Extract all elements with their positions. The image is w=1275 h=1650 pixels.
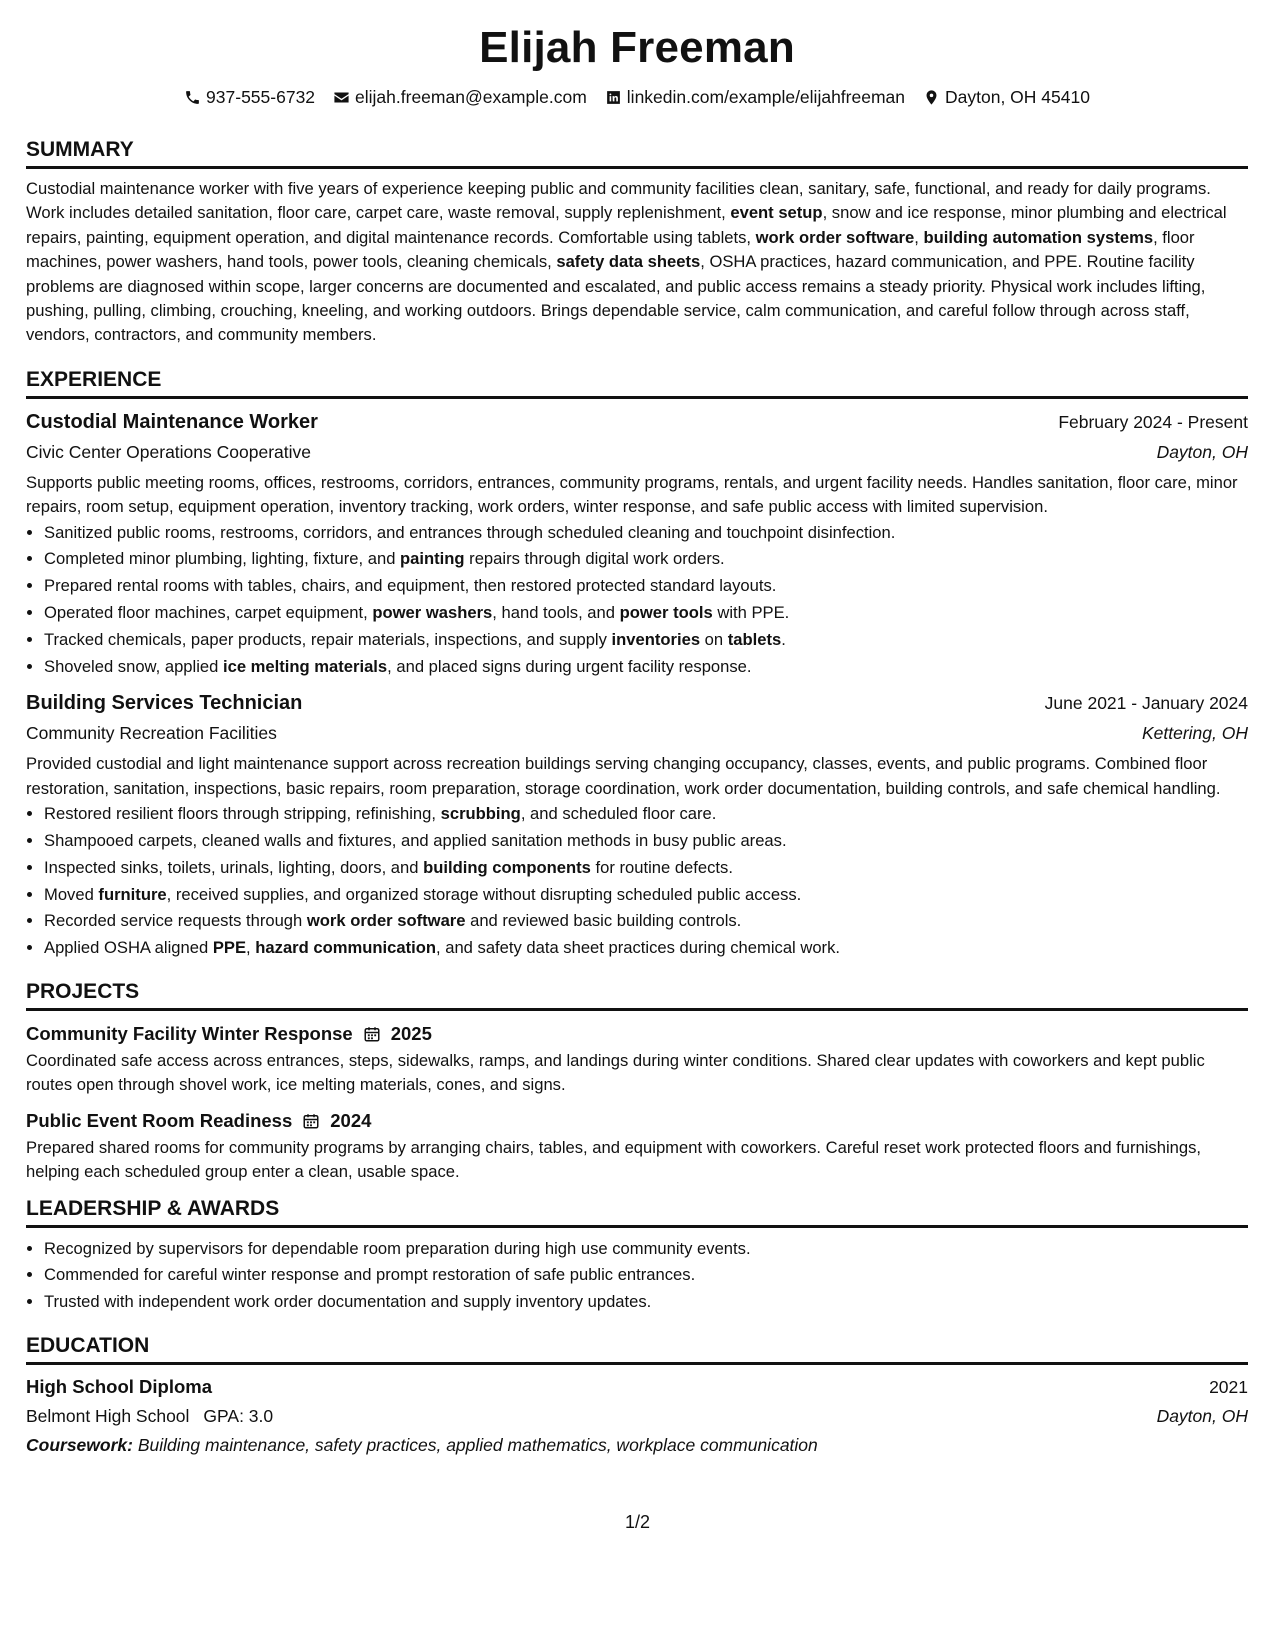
education-year: 2021	[1209, 1377, 1248, 1398]
project-entry	[26, 1106, 1248, 1185]
calendar-icon	[302, 1112, 320, 1130]
bullet-item: • Prepared rental rooms with tables, chairs, and equipment, then restored protected standard layouts.	[44, 573, 1248, 600]
project-description: Prepared shared rooms for community programs by arranging chairs, tables, and equipment with coworkers. Careful reset work protected floors and furnishings, helping each scheduled group enter a clean, usable space.	[26, 1137, 1202, 1182]
coursework-label: Coursework:	[26, 1435, 133, 1456]
bold-keyword: tablets	[727, 629, 782, 649]
phone-icon	[184, 89, 201, 106]
candidate-name: Elijah Freeman	[479, 23, 795, 72]
bold-keyword: building automation systems	[923, 227, 1154, 247]
job-location: Kettering, OH	[1141, 723, 1248, 744]
bold-keyword: hazard communication	[255, 938, 436, 958]
experience-heading: EXPERIENCE	[26, 367, 162, 391]
email-icon	[333, 89, 350, 106]
leadership-heading: LEADERSHIP & AWARDS	[26, 1196, 280, 1220]
education-degree: High School Diploma	[26, 1376, 213, 1398]
bold-keyword: power washers	[372, 603, 493, 623]
summary-heading: SUMMARY	[26, 138, 134, 161]
bold-keyword: painting	[400, 549, 465, 569]
project-entry	[26, 1019, 1248, 1098]
job-description: Supports public meeting rooms, offices, restrooms, corridors, entrances, community programs, rentals, and urgent facility needs. Handles sanitation, floor care, minor repairs, room setup, equipment operation, inventory tracking, work orders, winter response, and safe public access with limited supervision.	[26, 472, 1238, 517]
bullet-item: • Restored resilient floors through stripping, refinishing, scrubbing, and scheduled floor care.	[44, 801, 1248, 828]
location-pin-icon	[923, 89, 940, 106]
job-title: Building Services Technician	[26, 692, 303, 715]
section-divider	[26, 396, 1248, 399]
bullet-item: • Recognized by supervisors for dependable room preparation during high use community events.	[44, 1236, 1248, 1263]
page-number: 1/2	[624, 1512, 651, 1532]
project-year: 2025	[390, 1023, 432, 1045]
contact-email[interactable]	[333, 87, 587, 108]
bullet-item: • Operated floor machines, carpet equipment, power washers, hand tools, and power tools with PPE.	[44, 600, 1248, 627]
project-title: Public Event Room Readiness	[26, 1109, 293, 1131]
bullet-item: • Moved furniture, received supplies, and organized storage without disrupting scheduled public access.	[44, 882, 1248, 909]
resume-page	[26, 18, 1248, 1459]
summary-section	[26, 136, 1248, 348]
education-heading: EDUCATION	[26, 1334, 150, 1358]
bold-keyword: work order software	[755, 227, 915, 247]
bold-keyword: PPE	[212, 938, 247, 958]
section-divider	[26, 1225, 1248, 1228]
job-dates: February 2024 - Present	[1058, 411, 1248, 432]
linkedin-text: linkedin.com/example/elijahfreeman	[626, 86, 905, 107]
section-divider	[26, 1008, 1248, 1011]
job-entry	[26, 688, 1248, 962]
job-organization: Community Recreation Facilities	[26, 723, 277, 744]
job-location: Dayton, OH	[1156, 441, 1248, 462]
bold-keyword: event setup	[730, 203, 823, 223]
project-year: 2024	[330, 1109, 372, 1131]
bullet-item: • Sanitized public rooms, restrooms, corridors, and entrances through scheduled cleaning and touchpoint disinfection.	[44, 520, 1248, 547]
projects-heading: PROJECTS	[26, 980, 140, 1004]
experience-section	[26, 366, 1248, 962]
job-dates: June 2021 - January 2024	[1044, 693, 1248, 714]
contact-linkedin[interactable]	[605, 87, 905, 108]
education-section	[26, 1332, 1248, 1459]
bullet-item: • Inspected sinks, toilets, urinals, lighting, doors, and building components for routine defects.	[44, 855, 1248, 882]
education-location: Dayton, OH	[1156, 1406, 1248, 1427]
bold-keyword: scrubbing	[440, 804, 521, 824]
projects-section	[26, 978, 1248, 1185]
contact-bar	[26, 84, 1248, 110]
bold-keyword: work order software	[306, 911, 466, 931]
summary-text: Custodial maintenance worker with five years of experience keeping public and community facilities clean, sanitary, safe, functional, and ready for daily programs. Work includes detailed sanitation, floor care, carpet care, waste removal, supply replenishment, event setup, snow and ice response, minor plumbing and electrical repairs, painting, equipment operation, and digital maintenance records. Comfortable using tablets, work order software, building automation systems, floor machines, power washers, hand tools, power tools, cleaning chemicals, safety data sheets, OSHA practices, hazard communication, and PPE. Routine facility problems are diagnosed within scope, larger concerns are documented and escalated, and public access remains a steady priority. Physical work includes lifting, pushing, pulling, climbing, crouching, kneeling, and working outdoors. Brings dependable service, calm communication, and careful follow through across staff, vendors, contractors, and community members.	[26, 179, 1227, 345]
bold-keyword: furniture	[98, 884, 167, 904]
job-entry	[26, 407, 1248, 681]
bullet-item: • Trusted with independent work order documentation and supply inventory updates.	[44, 1289, 1248, 1316]
contact-phone[interactable]	[184, 87, 315, 108]
bold-keyword: ice melting materials	[222, 656, 388, 676]
education-school: Belmont High School	[26, 1406, 190, 1427]
job-description: Provided custodial and light maintenance support across recreation buildings serving changing occupancy, classes, events, and public programs. Combined floor restoration, sanitation, inspections, basic repairs, room preparation, storage coordination, work order documentation, building controls, and safe chemical handling.	[26, 754, 1221, 798]
bullet-item: • Applied OSHA aligned PPE, hazard communication, and safety data sheet practices during chemical work.	[44, 935, 1248, 962]
bullet-item: • Recorded service requests through work order software and reviewed basic building controls.	[44, 908, 1248, 935]
bold-keyword: inventories	[611, 629, 701, 649]
bold-keyword: power tools	[619, 603, 713, 623]
job-organization: Civic Center Operations Cooperative	[26, 441, 311, 462]
education-school-line	[26, 1401, 273, 1431]
bullet-item: • Shampooed carpets, cleaned walls and fixtures, and applied sanitation methods in busy public areas.	[44, 828, 1248, 855]
leadership-section	[26, 1195, 1248, 1316]
email-text: elijah.freeman@example.com	[355, 86, 587, 107]
phone-text: 937-555-6732	[206, 86, 316, 107]
job-bullets	[26, 801, 1248, 962]
project-description: Coordinated safe access across entrances, steps, sidewalks, ramps, and landings during winter conditions. Shared clear updates with coworkers and kept public routes open through shovel work, ice melting materials, cones, and signs.	[26, 1051, 1205, 1095]
education-gpa: GPA: 3.0	[203, 1406, 274, 1427]
bullet-item: • Shoveled snow, applied ice melting materials, and placed signs during urgent facility response.	[44, 654, 1248, 681]
job-title: Custodial Maintenance Worker	[26, 410, 318, 433]
job-bullets	[26, 520, 1248, 681]
linkedin-icon	[605, 89, 622, 106]
bold-keyword: safety data sheets	[556, 252, 701, 272]
contact-location	[923, 87, 1090, 108]
location-text: Dayton, OH 45410	[945, 86, 1090, 107]
project-title: Community Facility Winter Response	[26, 1023, 353, 1045]
section-divider	[26, 1362, 1248, 1365]
bullet-item: • Tracked chemicals, paper products, repair materials, inspections, and supply inventories on tablets.	[44, 627, 1248, 654]
leadership-bullets	[26, 1236, 1248, 1316]
bold-keyword: building components	[423, 857, 591, 877]
bullet-item: • Commended for careful winter response and prompt restoration of safe public entrances.	[44, 1262, 1248, 1289]
section-divider	[26, 166, 1248, 169]
calendar-icon	[363, 1025, 381, 1043]
coursework-text: Building maintenance, safety practices, applied mathematics, workplace communication	[137, 1435, 818, 1456]
education-coursework	[26, 1431, 1248, 1459]
bullet-item: • Completed minor plumbing, lighting, fixture, and painting repairs through digital work orders.	[44, 546, 1248, 573]
